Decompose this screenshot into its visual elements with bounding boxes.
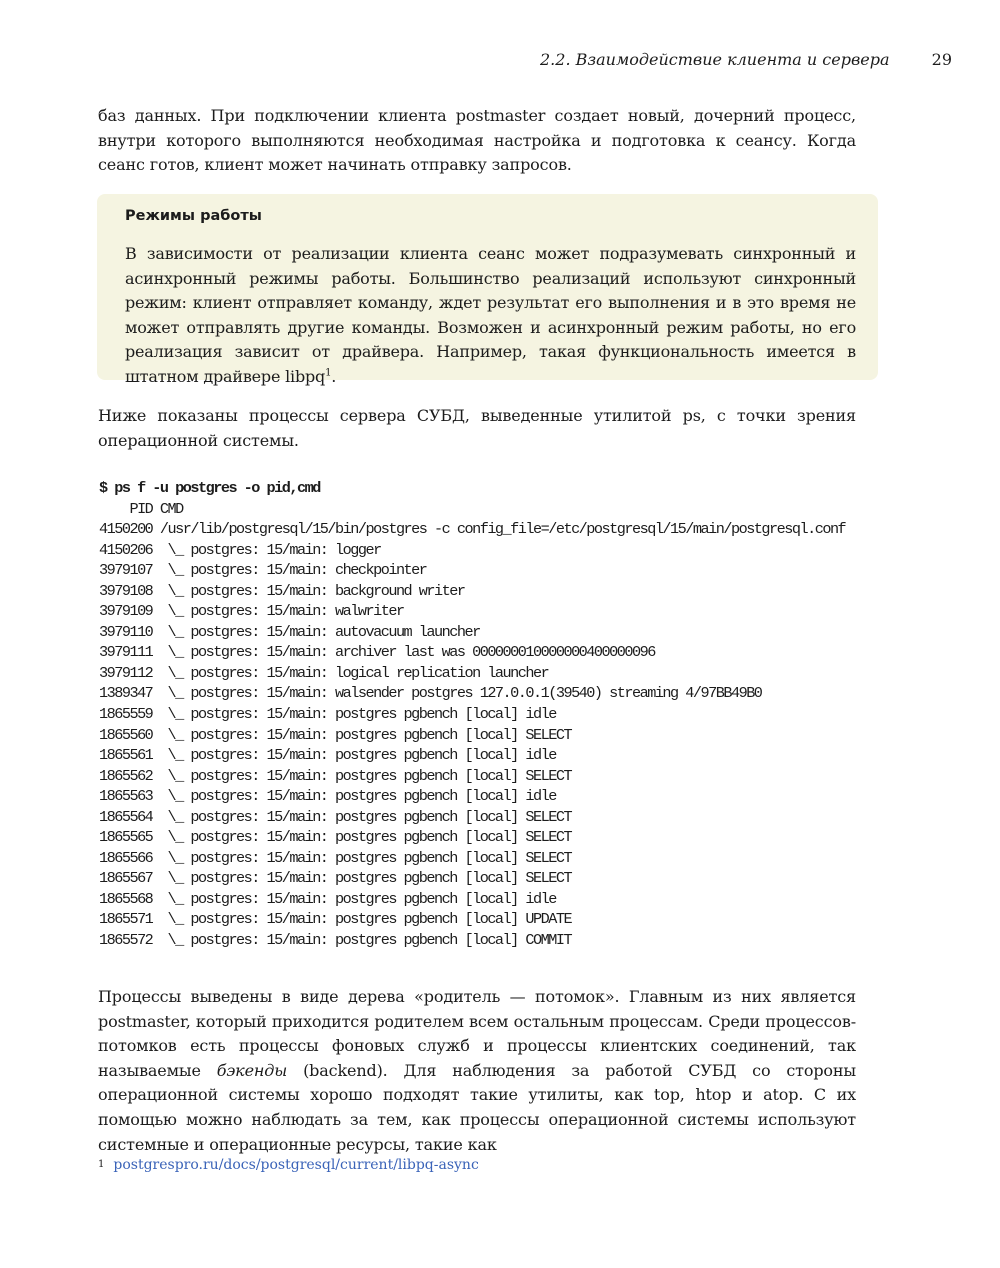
footnote-mark: 1	[98, 1159, 105, 1170]
callout-body-text: В зависимости от реализации клиента сеанс может подразумевать синхронный и асинхронный режимы работы. Большинство реализаций используют синхронный режим: клиент отправляет команду, ждет результат его выполнения и в это время не может отправлять другие команды. Возможен и асинхронный режим работы, но его реализация зависит от драйвера. Например, такая функциональность имеется в штатном драйвере libpq	[125, 244, 856, 386]
paragraph-process-tree	[98, 985, 856, 1157]
code-line: 1865560 \_ postgres: 15/main: postgres pgbench [local] SELECT	[99, 725, 572, 744]
code-line: 1865561 \_ postgres: 15/main: postgres pgbench [local] idle	[99, 746, 556, 765]
callout-body	[125, 242, 856, 390]
callout-body-end: .	[331, 366, 337, 386]
code-line: 3979112 \_ postgres: 15/main: logical replication launcher	[99, 663, 549, 682]
paragraph-3-emphasis: бэкенды	[216, 1060, 288, 1080]
paragraph-ps-intro: Ниже показаны процессы сервера СУБД, выведенные утилитой ps, с точки зрения операционной системы.	[98, 406, 856, 450]
code-line: 1865565 \_ postgres: 15/main: postgres pgbench [local] SELECT	[99, 828, 572, 847]
code-line: 1865567 \_ postgres: 15/main: postgres pgbench [local] SELECT	[99, 869, 572, 888]
code-line: 3979110 \_ postgres: 15/main: autovacuum launcher	[99, 622, 480, 641]
code-line: 1865564 \_ postgres: 15/main: postgres pgbench [local] SELECT	[99, 807, 572, 826]
code-listing	[99, 478, 919, 951]
code-line: 1389347 \_ postgres: 15/main: walsender postgres 127.0.0.1(39540) streaming 4/97BB49B0	[99, 684, 762, 703]
footnote-reference[interactable]: 1	[325, 367, 332, 379]
code-line: 3979109 \_ postgres: 15/main: walwriter	[99, 602, 404, 621]
code-line: 1865562 \_ postgres: 15/main: postgres pgbench [local] SELECT	[99, 766, 572, 785]
paragraph-intro: баз данных. При подключении клиента postmaster создает новый, дочерний процесс, внутри которого выполняются необходимая настройка и подготовка к сеансу. Когда сеанс готов, клиент может начинать отправку запросов.	[98, 106, 856, 175]
running-head-title: 2.2. Взаимодействие клиента и сервера	[540, 50, 890, 69]
code-line: 1865571 \_ postgres: 15/main: postgres pgbench [local] UPDATE	[99, 910, 572, 929]
code-line: 1865568 \_ postgres: 15/main: postgres pgbench [local] idle	[99, 889, 556, 908]
code-line: 1865572 \_ postgres: 15/main: postgres pgbench [local] COMMIT	[99, 931, 572, 950]
code-line: 3979108 \_ postgres: 15/main: background writer	[99, 581, 465, 600]
footnote	[98, 1155, 856, 1175]
callout-title: Режимы работы	[125, 208, 262, 224]
code-line: 4150200 /usr/lib/postgresql/15/bin/postgres -c config_file=/etc/postgresql/15/main/postgresql.conf	[99, 520, 846, 539]
code-command: $ ps f -u postgres -o pid,cmd	[99, 479, 320, 497]
paragraph-3-part-1: Процессы выведены в виде дерева «родитель — потомок». Главным из них является postmaster, который приходится родителем всем остальным процессам. Среди процессов-потомков есть процессы фоновых служб и процессы клиентских соединений, так называемые	[98, 987, 856, 1080]
footnote-link[interactable]: postgrespro.ru/docs/postgresql/current/libpq-async	[113, 1157, 479, 1173]
code-line: 1865559 \_ postgres: 15/main: postgres pgbench [local] idle	[99, 705, 556, 724]
code-line: 1865563 \_ postgres: 15/main: postgres pgbench [local] idle	[99, 787, 556, 806]
page-number: 29	[931, 50, 952, 69]
code-line: 1865566 \_ postgres: 15/main: postgres pgbench [local] SELECT	[99, 848, 572, 867]
code-line: 4150206 \_ postgres: 15/main: logger	[99, 540, 381, 559]
code-line: PID CMD	[99, 499, 183, 518]
code-line: 3979111 \_ postgres: 15/main: archiver last was 000000010000000400000096	[99, 643, 655, 662]
code-line: 3979107 \_ postgres: 15/main: checkpointer	[99, 561, 427, 580]
paragraph-3-part-2: (backend). Для наблюдения за работой СУБД со стороны операционной системы хорошо подходят такие утилиты, как top, htop и atop. С их помощью можно наблюдать за тем, как процессы операционной системы используют системные и операционные ресурсы, такие как	[98, 1060, 857, 1154]
